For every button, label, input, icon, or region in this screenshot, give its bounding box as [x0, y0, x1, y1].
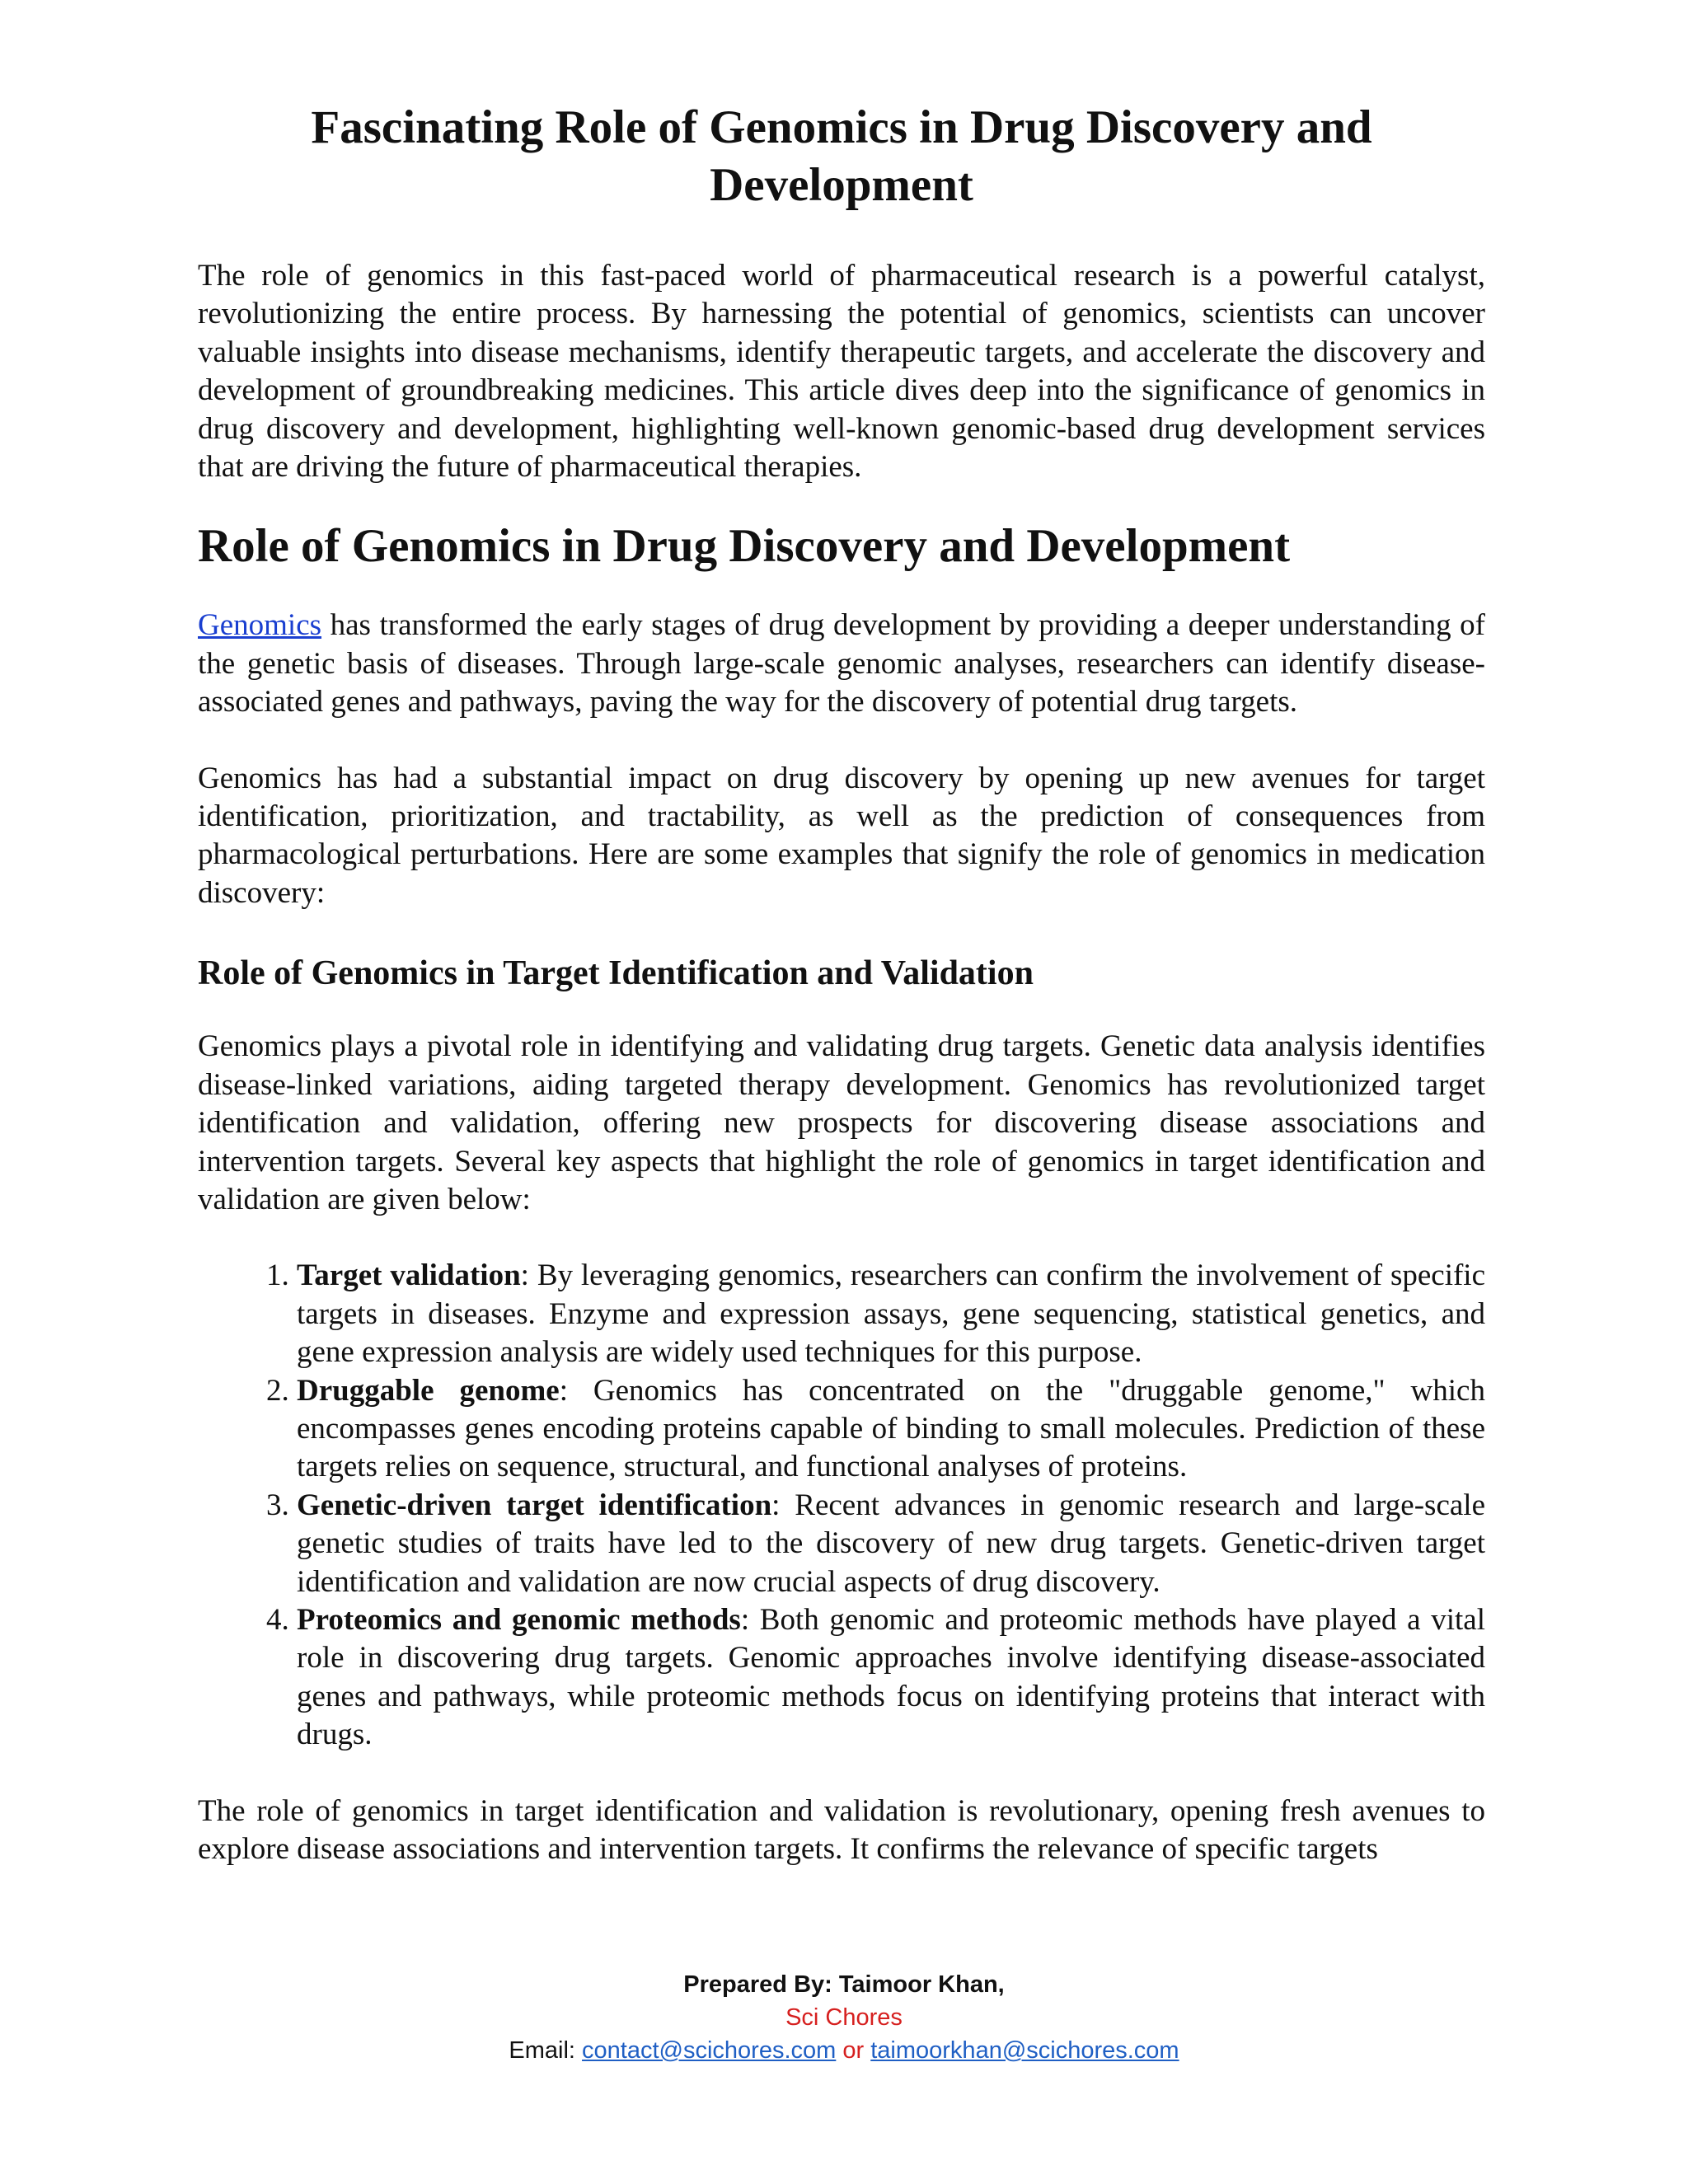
impact-paragraph: Genomics has had a substantial impact on drug discovery by opening up new avenues for target identification, prioritization, and tractability, as well as the prediction of consequences from pharmacological perturbations. Here are some examples that signify the role of genomics in medication discovery: — [198, 761, 1485, 910]
document-page — [198, 0, 1485, 1868]
genomics-paragraph — [198, 607, 1485, 721]
list-item — [297, 1372, 1485, 1487]
list-item-text: : By leveraging genomics, researchers can confirm the involvement of specific targets in diseases. Enzyme and expression assays, gene sequencing, statistical genetics, and gene expression analysis are widely used techniques for this purpose. — [297, 1258, 1485, 1370]
list-item — [297, 1257, 1485, 1371]
key-aspects-list — [198, 1257, 1485, 1754]
list-item — [297, 1487, 1485, 1601]
genomics-link[interactable]: Genomics — [198, 608, 322, 643]
conclusion-paragraph: The role of genomics in target identification and validation is revolutionary, opening fresh avenues to explore disease associations and intervention targets. It confirms the relevance of specific targets — [198, 1793, 1485, 1866]
subsection-heading-target-identification: Role of Genomics in Target Identification and Validation — [198, 954, 1034, 993]
list-item-text: : Genomics has concentrated on the "druggable genome," which encompasses genes encoding proteins capable of binding to small molecules. Prediction of these targets relies on sequence, structural, and functional analyses of proteins. — [297, 1373, 1485, 1484]
target-intro-paragraph: Genomics plays a pivotal role in identifying and validating drug targets. Genetic data analysis identifies disease-linked variations, aiding targeted therapy development. Genomics has revolutionized target identification and validation, offering new prospects for discovering disease associations and intervention targets. Several key aspects that highlight the role of genomics in target identification and validation are given below: — [198, 1029, 1485, 1216]
list-item-text: : Recent advances in genomic research and large-scale genetic studies of traits have led to the discovery of new drug targets. Genetic-driven target identification and validation are now crucial aspects of drug discovery. — [297, 1488, 1485, 1599]
list-item — [297, 1601, 1485, 1755]
list-item-text: : Both genomic and proteomic methods have played a vital role in discovering drug targets. Genomic approaches involve identifying disease-associated genes and pathways, while proteomic methods focus on identifying proteins that interact with drugs. — [297, 1602, 1485, 1752]
email-label: Email: — [509, 2037, 583, 2064]
prepared-by: Prepared By: Taimoor Khan, — [683, 1971, 1005, 1998]
page-title: Fascinating Role of Genomics in Drug Discovery and Development — [311, 101, 1372, 211]
intro-paragraph: The role of genomics in this fast-paced world of pharmaceutical research is a powerful catalyst, revolutionizing the entire process. By harnessing the potential of genomics, scientists can uncover valuable insights into disease mechanisms, identify therapeutic targets, and accelerate the discovery and development of groundbreaking medicines. This article dives deep into the significance of genomics in drug discovery and development, highlighting well-known genomic-based drug development services that are driving the future of pharmaceutical therapies. — [198, 259, 1485, 485]
email-link-contact[interactable]: contact@scichores.com — [582, 2037, 837, 2064]
section-heading-drug-discovery: Role of Genomics in Drug Discovery and Development — [198, 520, 1291, 573]
list-item-lead: Proteomics and genomic methods — [297, 1602, 741, 1637]
genomics-paragraph-text: has transformed the early stages of drug development by providing a deeper understanding of the genetic basis of diseases. Through large-scale genomic analyses, researchers can identify disease-associated genes and pathways, paving the way for the discovery of potential drug targets. — [198, 608, 1485, 719]
email-line — [0, 2034, 1688, 2067]
email-separator: or — [836, 2037, 871, 2064]
organization-name: Sci Chores — [785, 2004, 903, 2031]
list-item-lead: Genetic-driven target identification — [297, 1488, 772, 1522]
list-item-lead: Target validation — [297, 1258, 521, 1293]
list-item-lead: Druggable genome — [297, 1373, 560, 1408]
page-footer — [0, 1968, 1688, 2067]
email-link-taimoorkhan[interactable]: taimoorkhan@scichores.com — [870, 2037, 1179, 2064]
